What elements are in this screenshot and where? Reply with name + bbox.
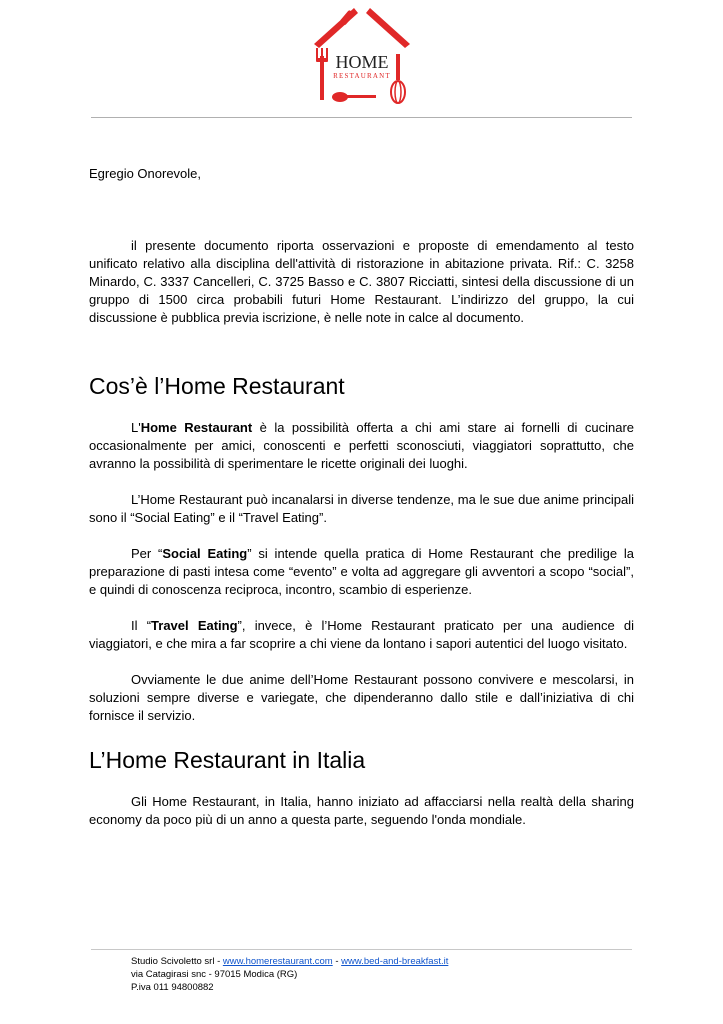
footer-vat: P.iva 011 94800882: [131, 982, 214, 993]
section-heading-what-is: Cos’è l’Home Restaurant: [89, 373, 345, 399]
header-divider: [91, 117, 632, 118]
tendencies-paragraph: L’Home Restaurant può incanalarsi in diverse tendenze, ma le sue due anime principali sono il “Social Eating” e il “Travel Eating”.: [89, 492, 634, 525]
greeting: Egregio Onorevole,: [89, 166, 202, 181]
separator: -: [332, 956, 342, 967]
company-name: Studio Scivoletto srl -: [131, 956, 223, 967]
social-eating-paragraph: [89, 545, 634, 599]
house-utensils-icon: [312, 6, 412, 104]
document-body: [89, 165, 634, 829]
italy-paragraph: Gli Home Restaurant, in Italia, hanno iniziato ad affacciarsi nella realtà della sharing economy da poco più di un anno a questa parte, seguendo l'onda mondiale.: [89, 794, 634, 827]
text-fragment: è la possibilità offerta a chi ami stare ai fornelli di cucinare occasionalmente per amici, conoscenti e perfetti sconosciuti, viaggiatori soprattutto, che avranno la possibilità di sperimentare le ricette originali dei luoghi.: [89, 420, 635, 471]
text-fragment: L': [131, 420, 141, 435]
section-heading-italy: L’Home Restaurant in Italia: [89, 747, 366, 773]
text-fragment: ” si intende quella pratica di Home Restaurant che predilige la preparazione di pasti intesa come “evento” e volta ad aggregare gli avventori a scopo “social”, e quindi di conoscenza reciproca, incontro, scambio di esperienze.: [89, 546, 635, 597]
logo-word: HOME: [335, 52, 388, 72]
footer-divider: [91, 949, 632, 950]
bold-term-travel-eating: Travel Eating: [151, 618, 238, 633]
text-fragment: ”, invece, è l’Home Restaurant praticato per una audience di viaggiatori, e che mira a far scoprire a chi viene da lontano i sapori autentici del luogo visitato.: [89, 618, 634, 651]
bold-term-social-eating: Social Eating: [162, 546, 248, 561]
text-fragment: Il “: [131, 618, 152, 633]
footer: [131, 955, 448, 994]
footer-company-line: [131, 955, 448, 968]
definition-paragraph: [89, 419, 634, 473]
homerestaurant-link[interactable]: www.homerestaurant.com: [222, 956, 333, 967]
intro-paragraph: il presente documento riporta osservazioni e proposte di emendamento al testo unificato relativo alla disciplina dell'attività di ristorazione in abitazione privata. Rif.: C. 3258 Minardo, C. 3337 Cancelleri, C. 3725 Basso e C. 3807 Ricciatti, sintesi della discussione di un gruppo di 1500 circa probabili futuri Home Restaurant. L’indirizzo del gruppo, la cui discussione è pubblica previa iscrizione, è nelle note in calce al documento.: [89, 238, 634, 325]
mixing-paragraph: Ovviamente le due anime dell’Home Restaurant possono convivere e mescolarsi, in soluzioni sempre diverse e variegate, che dipenderanno dallo stile e dall’iniziativa di chi fornisce il servizio.: [89, 672, 634, 723]
home-restaurant-logo: [0, 6, 723, 106]
bold-term-home-restaurant: Home Restaurant: [140, 420, 253, 435]
text-fragment: Per “: [131, 546, 163, 561]
logo-subword: RESTAURANT: [332, 72, 391, 80]
travel-eating-paragraph: [89, 617, 634, 653]
footer-address: via Catagirasi snc - 97015 Modica (RG): [131, 969, 298, 980]
bed-and-breakfast-link[interactable]: www.bed-and-breakfast.it: [341, 956, 449, 967]
